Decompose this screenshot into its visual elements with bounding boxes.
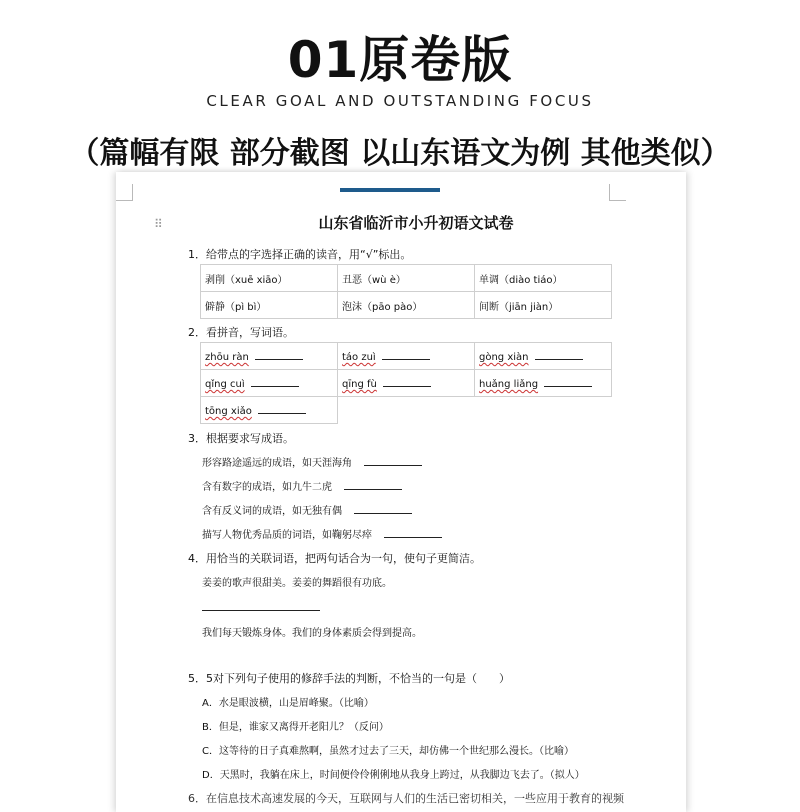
table-cell <box>338 343 475 370</box>
answer-blank[interactable] <box>544 376 592 387</box>
answer-blank[interactable] <box>383 376 431 387</box>
page-corner-mark <box>609 184 626 201</box>
question-3-line <box>202 478 402 493</box>
question-4-sentence: 姜姜的歌声很甜美。姜姜的舞蹈很有功底。 <box>202 578 392 589</box>
answer-blank[interactable] <box>344 479 402 490</box>
header-title: 01原卷版 <box>287 31 513 89</box>
document-page <box>116 172 686 812</box>
table-cell <box>475 343 612 370</box>
answer-blank[interactable] <box>255 349 303 360</box>
question-1-label: 1．给带点的字选择正确的读音，用“√”标出。 <box>188 248 412 261</box>
line-text: 描写人物优秀品质的词语，如鞠躬尽瘁 <box>202 530 372 541</box>
question-5-label: 5．5对下列句子使用的修辞手法的判断，不恰当的一句是（ ） <box>188 672 510 685</box>
line-text: 含有反义词的成语，如无独有偶 <box>202 506 342 517</box>
line-text: 含有数字的成语，如九牛二虎 <box>202 482 332 493</box>
answer-blank[interactable] <box>535 349 583 360</box>
document-title: 山东省临沂市小升初语文试卷 <box>318 214 514 232</box>
answer-blank[interactable] <box>202 600 320 611</box>
answer-blank[interactable] <box>384 527 442 538</box>
table-cell <box>201 397 338 424</box>
table-row <box>201 343 612 370</box>
page-corner-mark <box>116 184 133 201</box>
answer-option[interactable]: B．但是，谁家又离得开老阳儿？（反问） <box>202 722 389 733</box>
table-row <box>201 265 612 292</box>
header-subtitle: CLEAR GOAL AND OUTSTANDING FOCUS <box>206 92 594 110</box>
question-3-label: 3．根据要求写成语。 <box>188 432 294 445</box>
answer-blank[interactable] <box>382 349 430 360</box>
question-4-label: 4．用恰当的关联词语，把两句话合为一句，使句子更简洁。 <box>188 552 481 565</box>
pinyin-text: gòng xiàn <box>479 352 529 363</box>
answer-blank[interactable] <box>364 455 422 466</box>
answer-option[interactable]: A．水是眼波横，山是眉峰聚。（比喻） <box>202 698 374 709</box>
accent-bar <box>340 188 440 192</box>
question-3-line <box>202 526 442 541</box>
table-row <box>201 292 612 319</box>
pinyin-text: qǐng cuì <box>205 379 245 390</box>
question-4-sentence: 我们每天锻炼身体。我们的身体素质会得到提高。 <box>202 628 422 639</box>
table-cell <box>475 370 612 397</box>
pinyin-text: qīng fù <box>342 379 377 390</box>
question-3-line <box>202 502 412 517</box>
table-cell <box>338 370 475 397</box>
answer-blank[interactable] <box>258 403 306 414</box>
table-cell-empty <box>475 397 612 424</box>
question-2-table <box>200 342 612 424</box>
pinyin-text: tōng xiǎo <box>205 406 252 417</box>
question-6-label: 6．在信息技术高速发展的今天，互联网与人们的生活已密切相关，一些应用于教育的视频 <box>188 792 624 805</box>
pinyin-text: zhōu ràn <box>205 352 249 363</box>
question-1-table <box>200 264 612 319</box>
question-2-label: 2．看拼音，写词语。 <box>188 326 294 339</box>
table-cell: 丑恶（wù è） <box>338 265 475 292</box>
answer-blank[interactable] <box>251 376 299 387</box>
table-cell-empty <box>338 397 475 424</box>
answer-blank[interactable] <box>354 503 412 514</box>
line-text: 形容路途遥远的成语，如天涯海角 <box>202 458 352 469</box>
pinyin-text: huǎng liǎng <box>479 379 539 390</box>
table-cell <box>201 370 338 397</box>
table-cell <box>201 343 338 370</box>
pinyin-text: táo zuì <box>342 352 376 363</box>
table-cell: 单调（diào tiáo） <box>475 265 612 292</box>
answer-option[interactable]: C．这等待的日子真难熬啊，虽然才过去了三天，却仿佛一个世纪那么漫长。（比喻） <box>202 746 574 757</box>
answer-option[interactable]: D．天黑时，我躺在床上，时间便伶伶俐俐地从我身上跨过，从我脚边飞去了。（拟人） <box>202 770 585 781</box>
table-row <box>201 370 612 397</box>
header-note: （篇幅有限 部分截图 以山东语文为例 其他类似） <box>69 136 731 171</box>
drag-handle-icon[interactable]: ⠿ <box>154 217 163 231</box>
table-cell: 僻静（pì bì） <box>201 292 338 319</box>
table-cell: 间断（jiān jiàn） <box>475 292 612 319</box>
table-cell: 泡沫（pāo pào） <box>338 292 475 319</box>
table-cell: 剥削（xuē xiāo） <box>201 265 338 292</box>
question-3-line <box>202 454 422 469</box>
table-row <box>201 397 612 424</box>
